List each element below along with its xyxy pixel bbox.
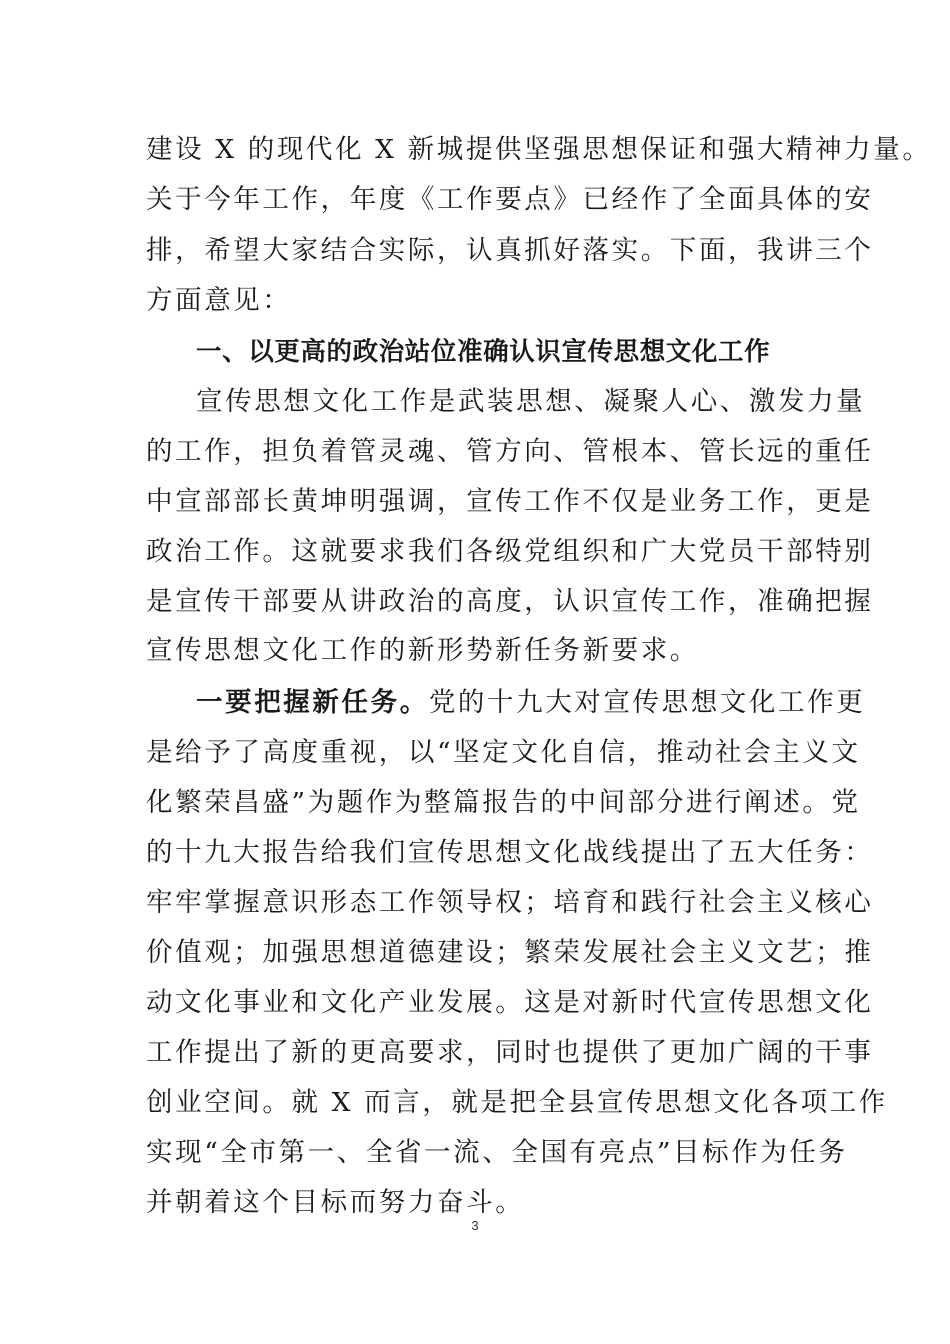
page-number: 3 (471, 1218, 479, 1233)
paragraph1-line-6: 宣传思想文化工作的新形势新任务新要求。 (146, 635, 699, 666)
intro-line-1: 建设 X 的现代化 X 新城提供坚强思想保证和强大精神力量。 (146, 134, 932, 165)
paragraph2-line-3: 化繁荣昌盛”为题作为整篇报告的中间部分进行阐述。党 (146, 787, 861, 818)
paragraph2-line-1 (196, 685, 866, 721)
paragraph1-line-1: 宣传思想文化工作是武装思想、凝聚人心、激发力量 (196, 386, 866, 417)
paragraph2-line-8: 工作提出了新的更高要求，同时也提供了更加广阔的干事 (146, 1037, 874, 1068)
paragraph2-line-5: 牢牢掌握意识形态工作领导权；培育和践行社会主义核心 (146, 887, 874, 918)
paragraph2-lead: 一要把握新任务。 (196, 687, 429, 718)
paragraph2-line-2: 是给予了高度重视，以“坚定文化自信，推动社会主义文 (146, 737, 861, 768)
paragraph2-line-10: 实现“全市第一、全省一流、全国有亮点”目标作为任务 (146, 1137, 848, 1168)
paragraph2-line-9: 创业空间。就 X 而言，就是把全县宣传思想文化各项工作 (146, 1087, 888, 1118)
paragraph2-line-7: 动文化事业和文化产业发展。这是对新时代宣传思想文化 (146, 987, 874, 1018)
paragraph1-line-5: 是宣传干部要从讲政治的高度，认识宣传工作，准确把握 (146, 586, 874, 617)
intro-line-3: 排，希望大家结合实际，认真抓好落实。下面，我讲三个 (146, 235, 874, 266)
intro-line-2: 关于今年工作，年度《工作要点》已经作了全面具体的安 (146, 184, 874, 215)
paragraph1-line-3: 中宣部部长黄坤明强调，宣传工作不仅是业务工作，更是 (146, 486, 874, 517)
paragraph2-first-rest: 党的十九大对宣传思想文化工作更 (428, 687, 866, 718)
paragraph1-line-2: 的工作，担负着管灵魂、管方向、管根本、管长远的重任 (146, 436, 874, 467)
paragraph2-line-11: 并朝着这个目标而努力奋斗。 (146, 1187, 525, 1218)
paragraph2-line-4: 的十九大报告给我们宣传思想文化战线提出了五大任务： (146, 837, 874, 868)
section-heading: 一、以更高的政治站位准确认识宣传思想文化工作 (196, 337, 771, 367)
intro-line-4: 方面意见： (146, 285, 292, 316)
paragraph2-line-6: 价值观；加强思想道德建设；繁荣发展社会主义文艺；推 (146, 937, 874, 968)
paragraph1-line-4: 政治工作。这就要求我们各级党组织和广大党员干部特别 (146, 536, 874, 567)
